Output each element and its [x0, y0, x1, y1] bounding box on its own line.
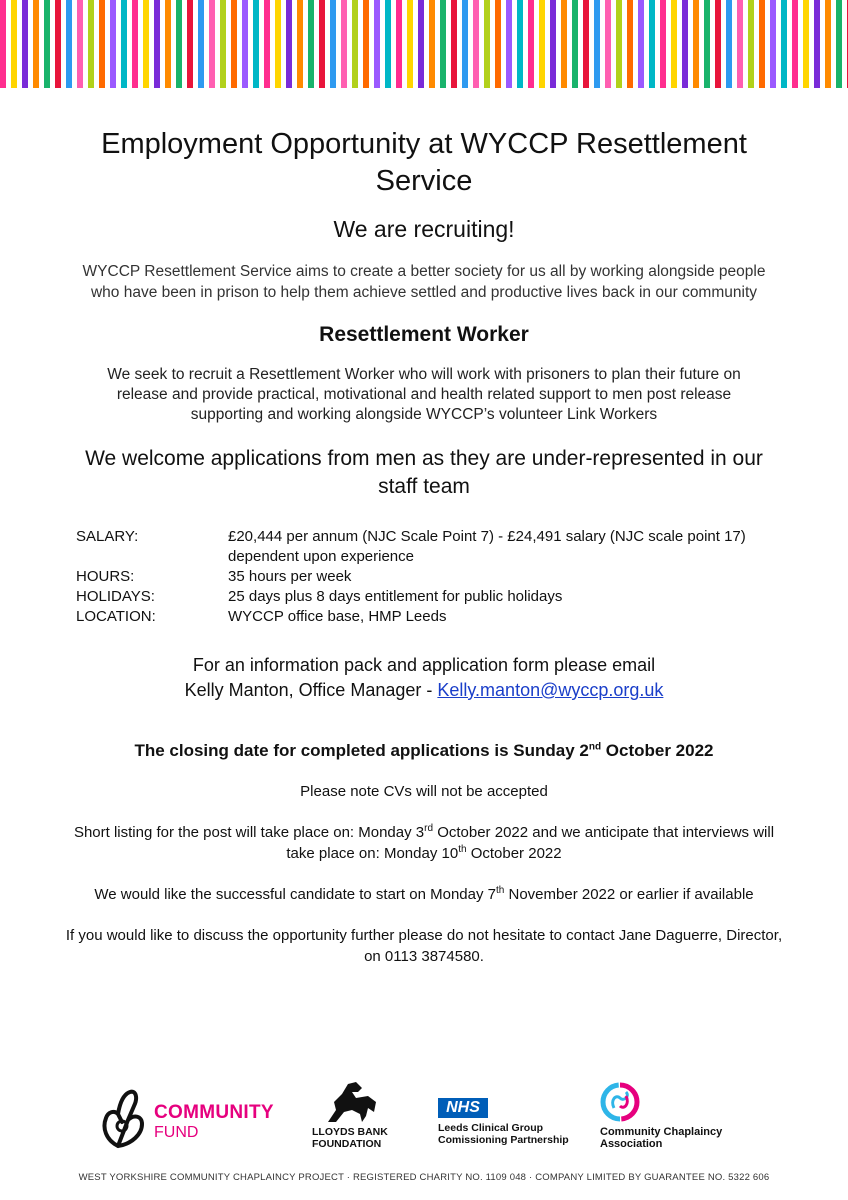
stripe [319, 0, 325, 88]
job-description-lead: We seek to recruit a Resettlement Worker [107, 366, 395, 383]
detail-key: HOLIDAYS: [76, 588, 155, 605]
stripe [275, 0, 281, 88]
stripe [88, 0, 94, 88]
stripe [264, 0, 270, 88]
stripe [781, 0, 787, 88]
stripe [198, 0, 204, 88]
job-title: Resettlement Worker [319, 323, 529, 346]
cca-line1: Community Chaplaincy [600, 1126, 723, 1138]
stripe [550, 0, 556, 88]
stripe [0, 0, 6, 88]
stripe [561, 0, 567, 88]
stripe [209, 0, 215, 88]
stripe [473, 0, 479, 88]
stripe [583, 0, 589, 88]
stripe [836, 0, 842, 88]
stripe [396, 0, 402, 88]
stripe [671, 0, 677, 88]
stripe [715, 0, 721, 88]
stripe [814, 0, 820, 88]
stripe [33, 0, 39, 88]
stripe [341, 0, 347, 88]
stripe [308, 0, 314, 88]
lloyds-bank-foundation-logo [312, 1080, 422, 1150]
welcome-statement: We welcome applications from men as they are under-represented in our staff team [85, 447, 763, 498]
stripe [748, 0, 754, 88]
job-description-rest: who will work with prisoners to plan their future on release and provide practical, motivational and health related support to men post release supporting and working alongside WYCCP’s volunteer Link Workers [116, 366, 741, 423]
stripe [726, 0, 732, 88]
detail-value: WYCCP office base, HMP Leeds [228, 608, 447, 625]
stripe [330, 0, 336, 88]
nhs-line2: Comissioning Partnership [438, 1134, 569, 1146]
crossed-fingers-icon [98, 1088, 152, 1150]
stripe [297, 0, 303, 88]
stripe [759, 0, 765, 88]
stripe [704, 0, 710, 88]
stripe [11, 0, 17, 88]
intro-paragraph: WYCCP Resettlement Service aims to create a better society for us all by working alongside people who have been in prison to help them achieve settled and productive lives back in our community [82, 263, 766, 301]
shortlisting-info [60, 822, 788, 864]
detail-row-location [76, 607, 808, 627]
community-fund-line1: COMMUNITY [154, 1102, 274, 1123]
stripe [660, 0, 666, 88]
detail-value: £20,444 per annum (NJC Scale Point 7) - £24,491 salary (NJC scale point 17) dependent upon experience [228, 528, 746, 565]
stripe [792, 0, 798, 88]
contact-person: Kelly Manton, Office Manager - [184, 680, 438, 700]
closing-date-suffix: nd [588, 741, 602, 753]
stripe [253, 0, 259, 88]
stripe [110, 0, 116, 88]
lloyds-line2: FOUNDATION [312, 1138, 382, 1150]
stripe [517, 0, 523, 88]
detail-row-holidays [76, 587, 808, 607]
stripe [440, 0, 446, 88]
start-suffix: th [495, 885, 505, 896]
shortlisting-suffix-b: th [458, 844, 467, 855]
stripe [638, 0, 644, 88]
stripe [770, 0, 776, 88]
stripe [616, 0, 622, 88]
community-fund-line2: FUND [154, 1124, 199, 1141]
stripe [154, 0, 160, 88]
stripe [121, 0, 127, 88]
stripe [803, 0, 809, 88]
stripe [99, 0, 105, 88]
stripe [231, 0, 237, 88]
email-link[interactable]: Kelly.manton@wyccp.org.uk [437, 680, 664, 700]
stripe [825, 0, 831, 88]
start-text: We would like the successful candidate to start on Monday 7 [94, 886, 496, 903]
closing-date-month: October 2022 [601, 741, 714, 760]
stripe [528, 0, 534, 88]
stripe [242, 0, 248, 88]
shortlisting-text-b: October 2022 and we anticipate that interviews will take place on: Monday 10 [286, 824, 775, 862]
start-date-info [60, 884, 788, 905]
nhs-leeds-logo [436, 1098, 596, 1150]
stripe [407, 0, 413, 88]
stripe [143, 0, 149, 88]
stripe [572, 0, 578, 88]
closing-date-text: The closing date for completed applications is Sunday 2 [134, 741, 589, 760]
shortlisting-text-c: October 2022 [466, 845, 562, 862]
nhs-badge: NHS [438, 1098, 488, 1118]
document-body [0, 88, 848, 967]
stripe [418, 0, 424, 88]
stripe [737, 0, 743, 88]
stripe [374, 0, 380, 88]
detail-value: 35 hours per week [228, 568, 352, 585]
recruiting-heading: We are recruiting! [333, 216, 515, 242]
stripe [55, 0, 61, 88]
discuss-info: If you would like to discuss the opportunity further please do not hesitate to contact Jane Daguerre, Director, on 0113 3874580. [65, 927, 783, 965]
detail-key: LOCATION: [76, 608, 156, 625]
stripe [352, 0, 358, 88]
sponsor-logos [0, 1080, 848, 1150]
stripe [649, 0, 655, 88]
page-title: Employment Opportunity at WYCCP Resettlement Service [101, 128, 747, 197]
stripe [220, 0, 226, 88]
stripe [495, 0, 501, 88]
shortlisting-suffix-a: rd [424, 823, 434, 834]
shortlisting-text-a: Short listing for the post will take place on: Monday 3 [73, 824, 425, 841]
lloyds-line1: LLOYDS BANK [312, 1126, 388, 1138]
black-horse-icon [322, 1080, 382, 1124]
decorative-stripe-banner [0, 0, 848, 88]
contact-block [0, 653, 848, 703]
stripe [66, 0, 72, 88]
stripe [429, 0, 435, 88]
stripe-pattern [0, 0, 848, 88]
detail-row-salary [76, 527, 808, 567]
start-text-end: November 2022 or earlier if available [504, 886, 754, 903]
stripe [286, 0, 292, 88]
stripe [22, 0, 28, 88]
stripe [132, 0, 138, 88]
detail-row-hours [76, 567, 808, 587]
cca-line2: Association [600, 1138, 663, 1150]
stripe [682, 0, 688, 88]
stripe [363, 0, 369, 88]
job-details-table [76, 527, 808, 627]
cca-swirl-icon [600, 1082, 640, 1122]
stripe [594, 0, 600, 88]
cv-note: Please note CVs will not be accepted [300, 783, 548, 800]
stripe [187, 0, 193, 88]
community-chaplaincy-association-logo [598, 1080, 748, 1150]
contact-line-2 [0, 678, 848, 703]
closing-date [0, 741, 848, 761]
footer-registration: WEST YORKSHIRE COMMUNITY CHAPLAINCY PROJECT · REGISTERED CHARITY NO. 1109 048 · COMPANY LIMITED BY GUARANTEE NO. 5322 606 [78, 1172, 770, 1183]
detail-value: 25 days plus 8 days entitlement for public holidays [228, 588, 563, 605]
nhs-line1: Leeds Clinical Group [438, 1122, 544, 1134]
stripe [385, 0, 391, 88]
stripe [484, 0, 490, 88]
stripe [165, 0, 171, 88]
stripe [627, 0, 633, 88]
detail-key: HOURS: [76, 568, 135, 585]
community-fund-logo [98, 1088, 288, 1150]
detail-key: SALARY: [76, 528, 139, 545]
stripe [176, 0, 182, 88]
stripe [693, 0, 699, 88]
stripe [462, 0, 468, 88]
contact-line-1: For an information pack and application form please email [192, 655, 656, 675]
stripe [605, 0, 611, 88]
job-description [80, 365, 768, 425]
stripe [44, 0, 50, 88]
stripe [77, 0, 83, 88]
stripe [451, 0, 457, 88]
stripe [506, 0, 512, 88]
stripe [539, 0, 545, 88]
